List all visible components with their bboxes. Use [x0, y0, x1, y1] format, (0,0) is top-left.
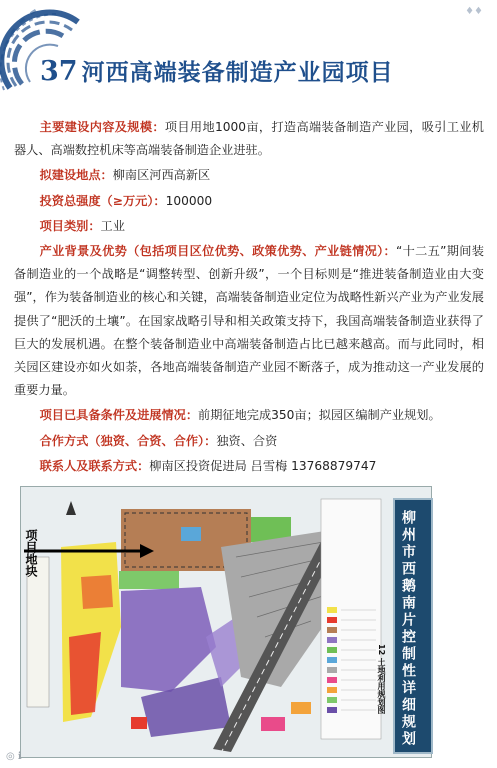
plan-title: 柳州市西鹅南片控制性详细规划: [400, 510, 416, 748]
project-number: 37: [40, 56, 78, 87]
arrow-right-icon: [24, 544, 154, 558]
location-value: 柳南区河西高新区: [112, 168, 211, 183]
investment-row: [14, 190, 484, 213]
category-label: 项目类别：: [39, 218, 101, 233]
investment-value: 100000: [165, 193, 213, 208]
conditions-row: [14, 404, 484, 427]
land-use-plan-map: [20, 486, 432, 758]
contact-value: 柳南区投资促进局 吕雪梅 13768879747: [149, 458, 377, 473]
header: [0, 0, 497, 115]
investment-label: 投资总强度（≥万元）：: [39, 193, 166, 208]
project-site-label: 项目地块: [24, 529, 38, 577]
location-label: 拟建设地点：: [39, 168, 113, 183]
contact-row: [14, 455, 484, 478]
category-value: 工业: [100, 218, 125, 233]
background-row: [14, 240, 484, 402]
conditions-value: 前期征地完成350亩；拟园区编制产业规划。: [198, 408, 441, 423]
construction-row: [14, 116, 484, 162]
construction-label: 主要建设内容及规模：: [39, 120, 165, 134]
contact-label: 联系人及联系方式：: [39, 458, 150, 473]
plan-subtitle: 12 土地利用规划图: [377, 644, 386, 714]
background-value: “十二五”期间装备制造业的一个战略是“调整转型、创新升级”，一个目标则是“推进装备制造业由大变强”，作为装备制造业的核心和关键，高端装备制造业定位为战略性新兴产业为产业发展提供了“肥沃的土壤”。在国家战略引导和相关政策支持下，我国高端装备制造业获得了巨大的发展机遇。在整个装备制造业中高端装备制造占比已越来越高。而与此同时，相关园区建设亦如火如荼，各地高端装备制造产业园不断落子，成为推动这一产业发展的重要力量。: [14, 244, 484, 398]
background-label: 产业背景及优势（包括项目区位优势、政策优势、产业链情况）：: [39, 244, 397, 259]
project-details: [14, 116, 484, 480]
project-title: 河西高端装备制造产业园项目: [81, 60, 394, 86]
corner-mark-icon: ♦♦: [465, 6, 483, 17]
cooperation-label: 合作方式（独资、合资、合作）：: [39, 433, 217, 448]
location-row: [14, 164, 484, 187]
watermark-icon: ◎ ℹ: [6, 751, 22, 762]
cooperation-row: [14, 430, 484, 453]
page-title: [40, 54, 394, 87]
conditions-label: 项目已具备条件及进展情况：: [39, 408, 199, 423]
construction-value: 项目用地1000亩，打造高端装备制造产业园，吸引工业机器人、高端数控机床等高端装备制造企业进驻。: [14, 120, 484, 158]
cooperation-value: 独资、合资: [216, 433, 278, 448]
land-use-map-image: [21, 487, 431, 757]
category-row: [14, 215, 484, 238]
